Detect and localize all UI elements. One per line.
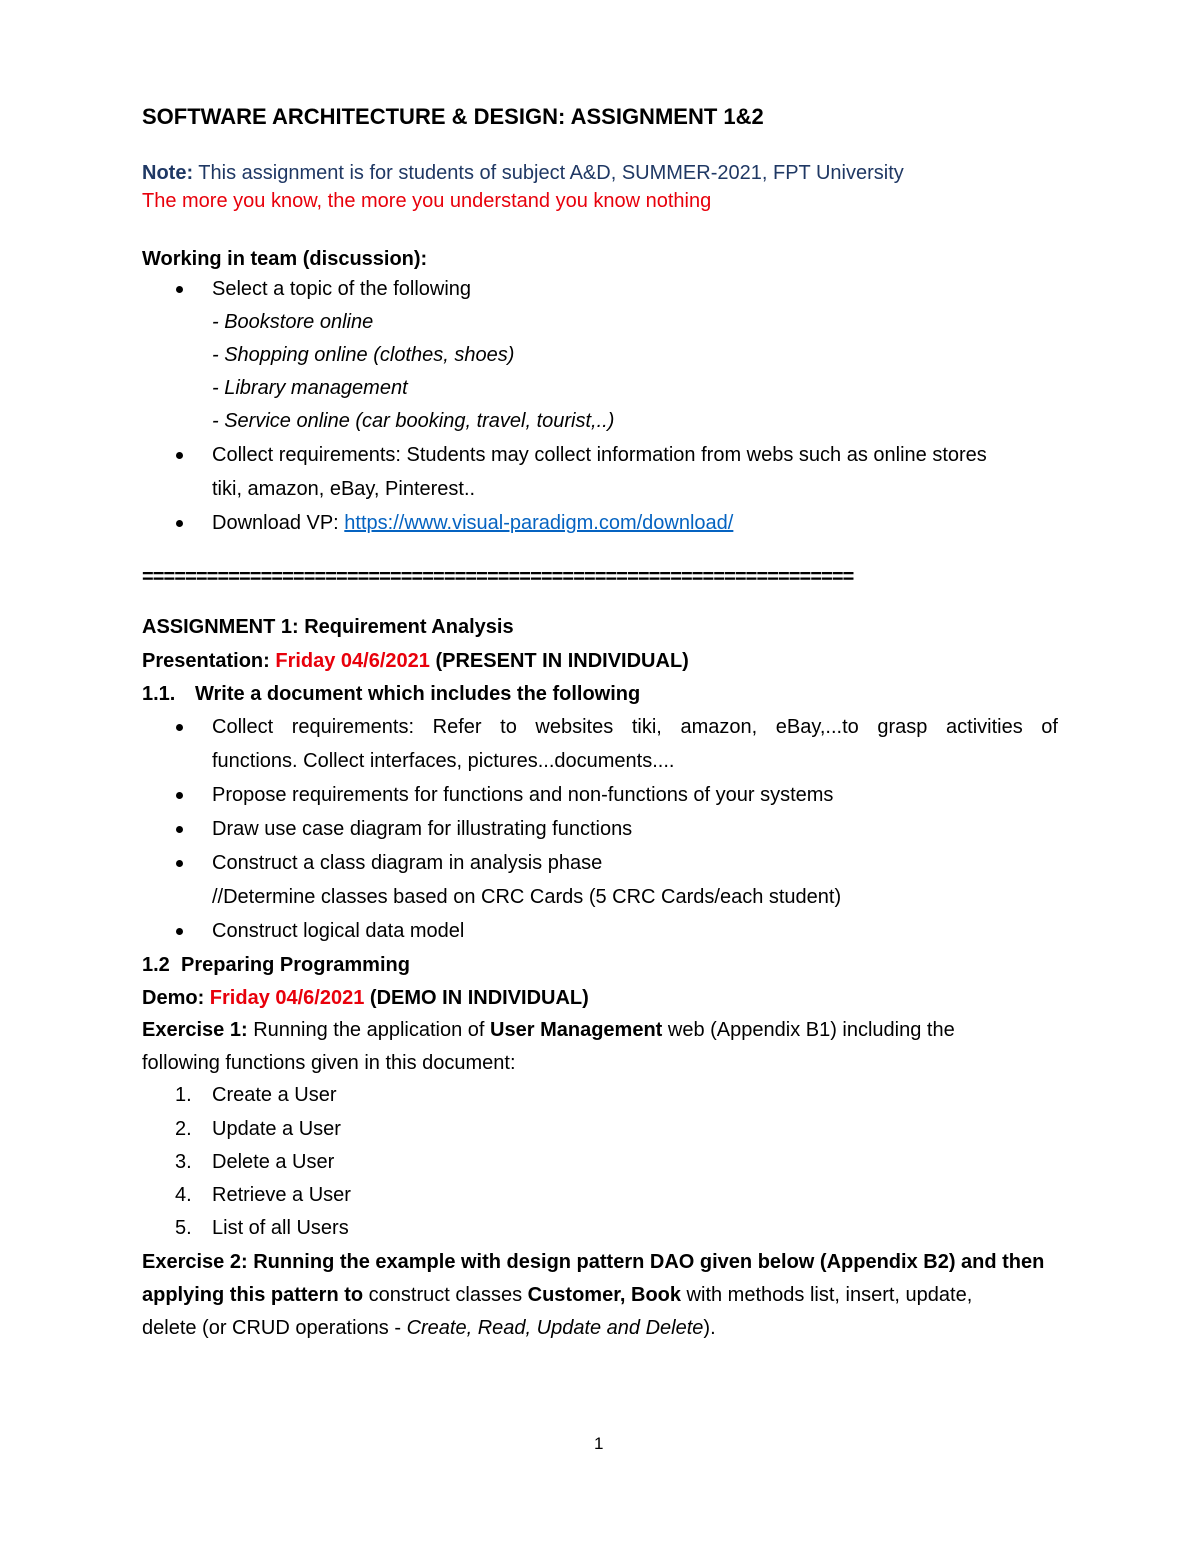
document-title: SOFTWARE ARCHITECTURE & DESIGN: ASSIGNMENT 1&2: [142, 104, 764, 129]
ordered-item: Update a User: [212, 1118, 341, 1140]
exercise1-text: Running the application of: [247, 1019, 491, 1041]
topic-item: - Bookstore online: [212, 311, 374, 333]
class-diagram-line2: //Determine classes based on CRC Cards (5 CRC Cards/each student): [212, 886, 842, 908]
ordered-item: Create a User: [212, 1084, 337, 1106]
demo-label: Demo:: [142, 987, 210, 1009]
exercise2-classes: Customer, Book: [527, 1284, 681, 1306]
ordered-num: 4.: [175, 1184, 192, 1206]
download-link[interactable]: https://www.visual-paradigm.com/download/: [344, 512, 734, 534]
ordered-num: 2.: [175, 1118, 192, 1140]
exercise2-text-f: ).: [703, 1317, 716, 1339]
team-bullet-topic: Select a topic of the following: [212, 278, 472, 300]
presentation-note: (PRESENT IN INDIVIDUAL): [429, 650, 689, 672]
exercise2-text-e: delete (or CRUD operations -: [142, 1317, 407, 1339]
exercise1-text2: web (Appendix B1) including the: [662, 1019, 955, 1041]
ordered-num: 5.: [175, 1217, 192, 1239]
assignment1-heading: ASSIGNMENT 1: Requirement Analysis: [142, 616, 514, 638]
exercise2-line1: [142, 1250, 1044, 1274]
presentation-label: Presentation:: [142, 650, 276, 672]
note-text: This assignment is for students of subject A&D, SUMMER-2021, FPT University: [193, 162, 904, 184]
exercise1-bold: User Management: [490, 1019, 663, 1041]
demo-date: Friday 04/6/2021: [209, 987, 365, 1009]
exercise2-text-b: construct classes: [363, 1284, 528, 1306]
section-1-1: [142, 682, 641, 706]
demo-note: (DEMO IN INDIVIDUAL): [364, 987, 589, 1009]
topic-item: - Shopping online (clothes, shoes): [212, 344, 515, 366]
note-line: [142, 161, 904, 185]
presentation-date: Friday 04/6/2021: [275, 650, 430, 672]
download-label: Download VP:: [212, 512, 345, 534]
bullet-icon: [176, 792, 183, 799]
collect-requirements-line1: Collect requirements: Refer to websites tiki, amazon, eBay,...to grasp activities of: [212, 716, 1058, 738]
section-title: Write a document which includes the following: [195, 683, 641, 705]
exercise2-line2: [142, 1283, 972, 1307]
exercise2-crud: Create, Read, Update and Delete: [406, 1317, 704, 1339]
ordered-item: List of all Users: [212, 1217, 349, 1239]
exercise2-line3: [142, 1316, 716, 1340]
topic-item: - Library management: [212, 377, 408, 399]
ordered-num: 1.: [175, 1084, 192, 1106]
bullet-icon: [176, 286, 183, 293]
exercise2-text: Running the example with design pattern DAO given below (Appendix B2) and then: [247, 1251, 1045, 1273]
section-title: Preparing Programming: [181, 954, 410, 976]
presentation-line: [142, 649, 689, 673]
use-case-item: Draw use case diagram for illustrating functions: [212, 818, 633, 840]
bullet-icon: [176, 520, 183, 527]
section-number: 1.1.: [142, 683, 176, 705]
team-heading: Working in team (discussion):: [142, 248, 428, 270]
bullet-icon: [176, 724, 183, 731]
ordered-num: 3.: [175, 1151, 192, 1173]
logical-data-model: Construct logical data model: [212, 920, 465, 942]
exercise1-line1: [142, 1018, 955, 1042]
propose-requirements: Propose requirements for functions and non-functions of your systems: [212, 784, 834, 806]
note-label: Note:: [142, 162, 194, 184]
team-bullet-collect-line2: tiki, amazon, eBay, Pinterest..: [212, 478, 476, 500]
topic-item: - Service online (car booking, travel, tourist,..): [212, 410, 615, 432]
section-1-2: [142, 953, 410, 977]
collect-requirements-line2: functions. Collect interfaces, pictures...documents....: [212, 750, 675, 772]
ordered-item: Delete a User: [212, 1151, 335, 1173]
exercise1-label: Exercise 1:: [142, 1019, 248, 1041]
exercise2-label: Exercise 2:: [142, 1251, 248, 1273]
bullet-icon: [176, 928, 183, 935]
team-bullet-download: [212, 511, 733, 535]
ordered-item: Retrieve a User: [212, 1184, 351, 1206]
bullet-icon: [176, 452, 183, 459]
team-bullet-collect-line1: Collect requirements: Students may collect information from webs such as online stores: [212, 444, 987, 466]
exercise2-text-a: applying this pattern to: [142, 1284, 364, 1306]
separator-line: ==================================================================: [142, 566, 854, 588]
exercise1-line2: following functions given in this document:: [142, 1052, 516, 1074]
bullet-icon: [176, 826, 183, 833]
section-number: 1.2: [142, 954, 170, 976]
exercise2-text-d: with methods list, insert, update,: [681, 1284, 973, 1306]
page-number: 1: [594, 1434, 604, 1453]
quote-line: The more you know, the more you understand you know nothing: [142, 190, 712, 212]
demo-line: [142, 986, 589, 1010]
class-diagram-line1: Construct a class diagram in analysis phase: [212, 852, 603, 874]
bullet-icon: [176, 860, 183, 867]
